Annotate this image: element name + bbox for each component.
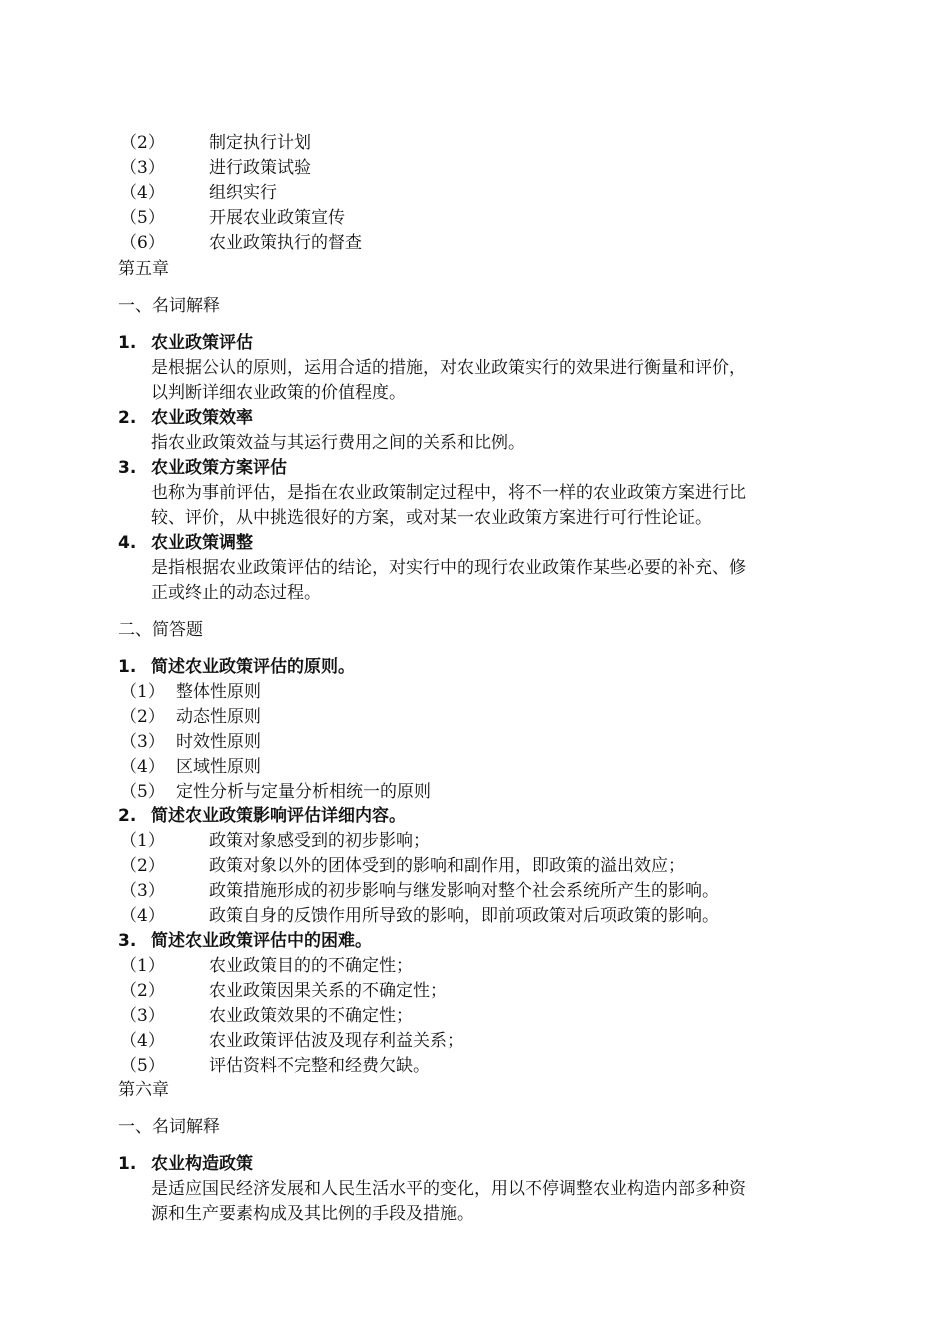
term-definition-line: 是指根据农业政策评估的结论，对实行中的现行农业政策作某些必要的补充、修 (151, 558, 746, 578)
list-item-number: （5） (120, 782, 165, 802)
term-number: 1. (118, 1154, 137, 1174)
list-item-text: 评估资料不完整和经费欠缺。 (209, 1056, 430, 1076)
list-item-text: 政策对象感受到的初步影响； (209, 831, 430, 851)
list-item-text: 进行政策试验 (209, 158, 311, 178)
section-title: 二、简答题 (118, 620, 203, 640)
term-title: 农业政策效率 (151, 408, 253, 428)
term-title: 农业政策评估 (151, 333, 253, 353)
question-title: 简述农业政策影响评估详细内容。 (151, 806, 406, 826)
list-item-text: 农业政策评估波及现存利益关系； (209, 1031, 464, 1051)
list-item-number: （3） (120, 881, 165, 901)
term-title: 农业政策调整 (151, 533, 253, 553)
list-item-number: （5） (120, 208, 165, 228)
list-item-number: （1） (120, 831, 165, 851)
list-item-number: （4） (120, 906, 165, 926)
question-number: 3. (118, 931, 137, 951)
question-title: 简述农业政策评估中的困难。 (151, 931, 372, 951)
list-item-number: （3） (120, 158, 165, 178)
term-title: 农业政策方案评估 (151, 458, 287, 478)
list-item-number: （2） (120, 856, 165, 876)
term-definition-line: 以判断详细农业政策的价值程度。 (151, 383, 406, 403)
list-item-text: 定性分析与定量分析相统一的原则 (176, 782, 431, 802)
section-title: 一、名词解释 (118, 296, 220, 316)
list-item-number: （2） (120, 707, 165, 727)
list-item-number: （5） (120, 1056, 165, 1076)
list-item-number: （3） (120, 732, 165, 752)
question-title: 简述农业政策评估的原则。 (151, 657, 355, 677)
list-item-number: （1） (120, 682, 165, 702)
term-definition-line: 是根据公认的原则，运用合适的措施，对农业政策实行的效果进行衡量和评价， (151, 358, 746, 378)
list-item-number: （4） (120, 183, 165, 203)
term-definition-line: 是适应国民经济发展和人民生活水平的变化，用以不停调整农业构造内部多种资 (151, 1179, 746, 1199)
term-number: 4. (118, 533, 137, 553)
list-item-text: 整体性原则 (176, 682, 261, 702)
list-item-text: 农业政策因果关系的不确定性； (209, 981, 447, 1001)
term-title: 农业构造政策 (151, 1154, 253, 1174)
term-number: 3. (118, 458, 137, 478)
list-item-text: 区域性原则 (176, 757, 261, 777)
list-item-number: （4） (120, 757, 165, 777)
term-definition-line: 正或终止的动态过程。 (151, 583, 321, 603)
list-item-text: 开展农业政策宣传 (209, 208, 345, 228)
list-item-number: （4） (120, 1031, 165, 1051)
chapter-title: 第六章 (118, 1080, 169, 1100)
list-item-text: 动态性原则 (176, 707, 261, 727)
term-definition-line: 指农业政策效益与其运行费用之间的关系和比例。 (151, 433, 525, 453)
term-number: 2. (118, 408, 137, 428)
list-item-number: （6） (120, 233, 165, 253)
list-item-text: 农业政策执行的督查 (209, 233, 362, 253)
list-item-number: （1） (120, 956, 165, 976)
term-definition-line: 较、评价，从中挑选很好的方案，或对某一农业政策方案进行可行性论证。 (151, 508, 712, 528)
list-item-text: 农业政策目的的不确定性； (209, 956, 413, 976)
term-definition-line: 源和生产要素构成及其比例的手段及措施。 (151, 1204, 474, 1224)
question-number: 1. (118, 657, 137, 677)
list-item-text: 时效性原则 (176, 732, 261, 752)
list-item-number: （2） (120, 133, 165, 153)
question-number: 2. (118, 806, 137, 826)
term-number: 1. (118, 333, 137, 353)
list-item-text: 制定执行计划 (209, 133, 311, 153)
chapter-title: 第五章 (118, 259, 169, 279)
section-title: 一、名词解释 (118, 1117, 220, 1137)
list-item-text: 政策对象以外的团体受到的影响和副作用，即政策的溢出效应； (209, 856, 685, 876)
list-item-number: （2） (120, 981, 165, 1001)
term-definition-line: 也称为事前评估，是指在农业政策制定过程中，将不一样的农业政策方案进行比 (151, 483, 746, 503)
list-item-text: 政策自身的反馈作用所导致的影响，即前项政策对后项政策的影响。 (209, 906, 719, 926)
list-item-text: 组织实行 (209, 183, 277, 203)
list-item-text: 政策措施形成的初步影响与继发影响对整个社会系统所产生的影响。 (209, 881, 719, 901)
list-item-number: （3） (120, 1006, 165, 1026)
list-item-text: 农业政策效果的不确定性； (209, 1006, 413, 1026)
